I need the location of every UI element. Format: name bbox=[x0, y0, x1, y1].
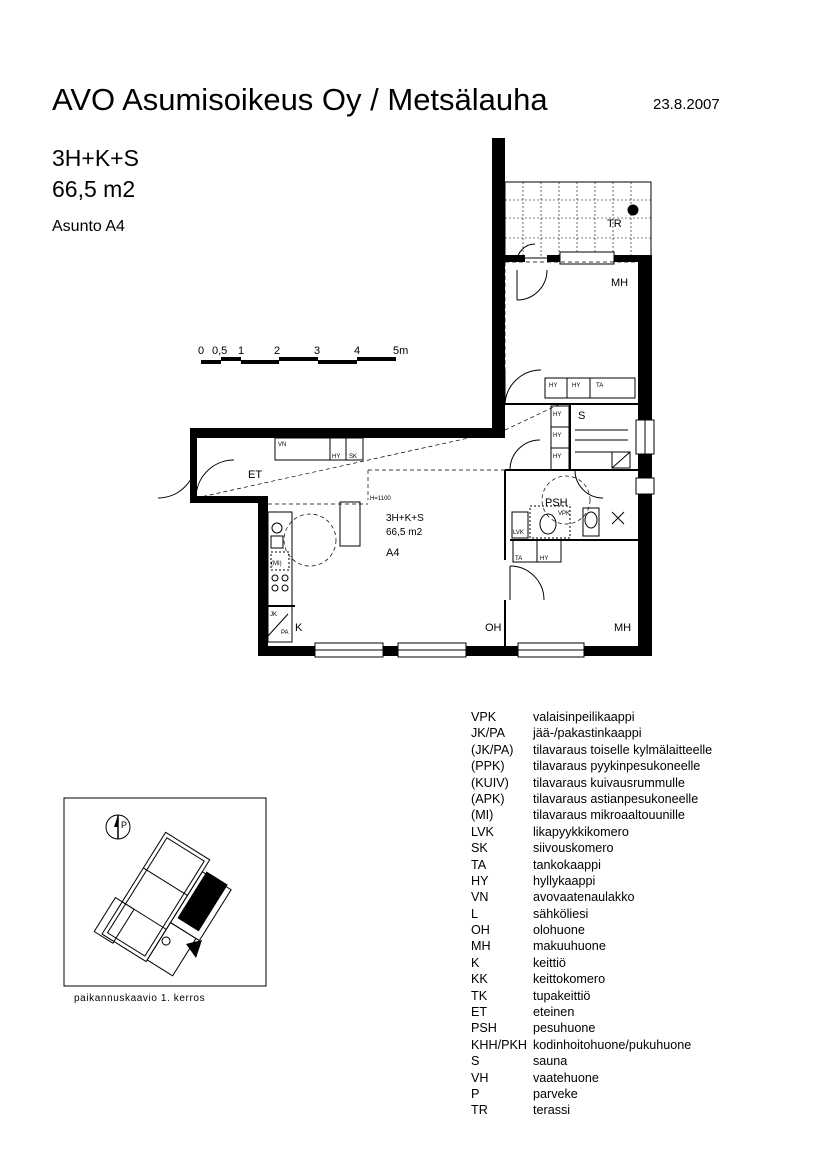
fixture-label: H=1100 bbox=[370, 496, 391, 502]
terrace bbox=[505, 182, 651, 258]
walls bbox=[190, 138, 652, 656]
legend-code: K bbox=[471, 955, 480, 970]
legend-description: tilavaraus astianpesukoneelle bbox=[533, 791, 699, 806]
plan-center-type: 3H+K+S bbox=[386, 513, 424, 524]
legend-description: siivouskomero bbox=[533, 841, 614, 856]
fixture-label: TA bbox=[515, 556, 523, 562]
location-marker-icon bbox=[186, 940, 202, 958]
fixture-label: SK bbox=[349, 454, 358, 460]
legend-description: olohuone bbox=[533, 923, 585, 938]
legend-code: KK bbox=[471, 972, 488, 987]
legend-description: pesuhuone bbox=[533, 1021, 596, 1036]
legend-description: jää-/pakastinkaappi bbox=[533, 726, 642, 741]
room-label-sauna: S bbox=[578, 410, 586, 422]
legend-description: tankokaappi bbox=[533, 857, 601, 872]
apartment-name: Asunto A4 bbox=[52, 218, 125, 235]
doors bbox=[158, 244, 603, 600]
room-label-hallway: ET bbox=[248, 469, 263, 481]
fixture-label: HY bbox=[332, 454, 341, 460]
windows bbox=[315, 252, 654, 657]
fixture-labels bbox=[270, 383, 603, 636]
room-labels bbox=[248, 218, 631, 634]
legend-code: LVK bbox=[471, 824, 494, 839]
fixture-label: VPK bbox=[558, 511, 571, 517]
apartment-type: 3H+K+S bbox=[52, 145, 139, 171]
legend-code: VPK bbox=[471, 710, 497, 724]
legend-code: VN bbox=[471, 890, 489, 905]
legend-description: valaisinpeilikaappi bbox=[533, 710, 635, 724]
fixture-label: PA bbox=[281, 630, 289, 636]
scale-bar bbox=[198, 345, 408, 364]
fixture-label: HY bbox=[540, 556, 549, 562]
legend-code: JK/PA bbox=[471, 726, 506, 741]
fixture-label: (MI) bbox=[271, 561, 282, 567]
legend-code: HY bbox=[471, 873, 489, 888]
legend-description: keittiö bbox=[533, 955, 566, 970]
legend-description: terassi bbox=[533, 1103, 571, 1118]
legend-description: tilavaraus toiselle kylmälaitteelle bbox=[533, 742, 713, 757]
legend-description: tilavaraus mikroaaltouunille bbox=[533, 808, 685, 823]
drain-icon bbox=[628, 205, 638, 215]
legend-code: (APK) bbox=[471, 791, 505, 806]
apartment-area: 66,5 m2 bbox=[52, 176, 136, 202]
scale-label: 5m bbox=[393, 345, 409, 357]
fixture-label: HY bbox=[553, 412, 562, 418]
legend-code: OH bbox=[471, 923, 490, 938]
legend-description: makuuhuone bbox=[533, 939, 606, 954]
scale-label: 1 bbox=[238, 345, 245, 357]
legend-code: TA bbox=[471, 857, 487, 872]
room-label-kitchen: K bbox=[295, 622, 303, 634]
legend-code: MH bbox=[471, 939, 491, 954]
legend-code: L bbox=[471, 906, 479, 921]
fixture-label: TA bbox=[596, 383, 604, 389]
legend-description: parveke bbox=[533, 1086, 578, 1101]
room-label-bedroom-top: MH bbox=[611, 277, 629, 289]
legend-code: (MI) bbox=[471, 808, 494, 823]
scale-label: 4 bbox=[354, 345, 361, 357]
legend-code: S bbox=[471, 1054, 480, 1069]
site-plan bbox=[64, 798, 266, 986]
legend-description: vaatehuone bbox=[533, 1070, 599, 1085]
document-date: 23.8.2007 bbox=[653, 96, 720, 113]
legend-code: TK bbox=[471, 988, 488, 1003]
page-title: AVO Asumisoikeus Oy / Metsälauha bbox=[52, 82, 548, 117]
fixture-label: HY bbox=[572, 383, 581, 389]
legend-description: hyllykaappi bbox=[533, 873, 596, 888]
legend-code: (KUIV) bbox=[471, 775, 509, 790]
legend-code: SK bbox=[471, 841, 488, 856]
fixture-label: LVK bbox=[513, 530, 524, 536]
legend-code: (PPK) bbox=[471, 759, 505, 774]
fixture-label: HY bbox=[553, 454, 562, 460]
legend-code: KHH/PKH bbox=[471, 1037, 527, 1052]
kitchen-cabinets bbox=[268, 502, 360, 642]
plan-apartment-id: A4 bbox=[386, 547, 400, 559]
legend-description: kodinhoitohuone/pukuhuone bbox=[533, 1037, 692, 1052]
legend-description: tilavaraus kuivausrummulle bbox=[533, 775, 685, 790]
legend-code: PSH bbox=[471, 1021, 497, 1036]
legend-code: TR bbox=[471, 1103, 488, 1118]
legend-code: P bbox=[471, 1086, 480, 1101]
legend-description: keittokomero bbox=[533, 972, 606, 987]
fixture-label: HY bbox=[549, 383, 558, 389]
scale-label: 0 bbox=[198, 345, 205, 357]
legend-description: tilavaraus pyykinpesukoneelle bbox=[533, 759, 701, 774]
legend-description: sauna bbox=[533, 1054, 568, 1069]
legend-description: eteinen bbox=[533, 1005, 575, 1020]
legend-description: tupakeittiö bbox=[533, 988, 591, 1003]
legend-description: likapyykkikomero bbox=[533, 824, 629, 839]
room-label-bathroom: PSH bbox=[545, 497, 568, 509]
sauna-bench bbox=[575, 430, 630, 468]
fixture-label: VN bbox=[278, 442, 287, 448]
plan-center-area: 66,5 m2 bbox=[386, 527, 423, 538]
scale-label: 3 bbox=[314, 345, 321, 357]
legend-description: sähköliesi bbox=[533, 906, 589, 921]
room-label-living: OH bbox=[485, 622, 502, 634]
legend-code: ET bbox=[471, 1005, 488, 1020]
fixture-label: JK bbox=[270, 612, 278, 618]
room-label-bedroom-bottom: MH bbox=[614, 622, 632, 634]
room-label-terrace: TR bbox=[607, 218, 622, 230]
legend-code: VH bbox=[471, 1070, 489, 1085]
scale-label: 2 bbox=[274, 345, 281, 357]
legend-description: avovaatenaulakko bbox=[533, 890, 635, 905]
north-label: P bbox=[121, 820, 128, 830]
site-plan-caption: paikannuskaavio 1. kerros bbox=[74, 993, 206, 1004]
scale-label: 0,5 bbox=[212, 345, 228, 357]
fixture-label: HY bbox=[553, 433, 562, 439]
legend-code: (JK/PA) bbox=[471, 742, 514, 757]
